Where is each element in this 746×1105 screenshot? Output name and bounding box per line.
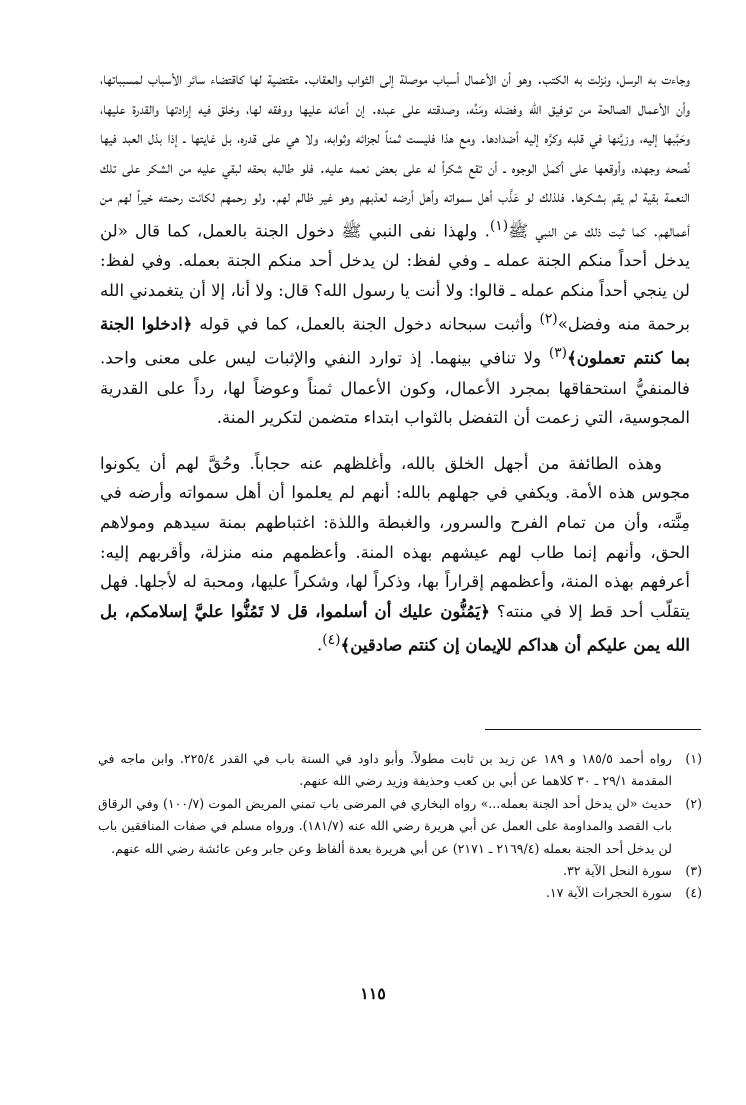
paragraph-2-end: . [316,635,323,655]
footnote-ref-1: (١) [489,217,509,234]
footnote-number: (٢) [685,795,702,811]
footnote-text: سورة الحجرات الآية ١٧. [545,885,672,901]
footnote-text: سورة النحل الآية ٣٢. [562,863,672,879]
footnote-number: (١) [685,751,702,766]
footnote-text: رواه أحمد ١٨٥/٥ و ١٨٩ عن زيد بن ثابت مطولاً. وأبو داود في السنة باب في القدر ٢٢٥/٤. وابن ماجه في المقدمة ٢٩/١ ـ ٣٠ كلاهما عن أبي بن كعب وحذيفة وزيد رضي الله عنهم. [98,751,672,789]
footnote-ref-3: (٣) [548,345,568,362]
paragraph-1-text-d: ولا تنافي بينهما. إذ توارد النفي والإثبات ليس على معنى واحد. فالمنفيُّ استحقاقها بمجرد الأعمال، وكون الأعمال ثمناً وعوضاً لها، رداً على القدرية المجوسية، التي زعمت أن التفضل بالثواب ابتداء متضمن لتكرير المنة. [100,348,690,428]
footnote-ref-4: (٤) [322,632,341,649]
paragraph-2 [100,449,690,661]
footnote-ref-2: (٢) [539,311,558,328]
footnote [98,793,702,860]
quran-quote-2: ﴿يَمُنُّون عليك أن أسلموا، قل لا تَمُنُّوا عليَّ إسلامكم، بل الله يمن عليكم أن هداكم للإيمان إن كنتم صادقين﴾ [100,600,690,655]
quran-quote-1: ﴿ادخلوا الجنة بما كنتم تعملون﴾ [100,313,690,368]
page-number: ١١٥ [360,984,386,1003]
paragraph-1 [100,64,690,433]
main-text [100,64,690,660]
paragraph-1-text-c: وأثبت سبحانه دخول الجنة بالعمل، كما في قوله [192,314,540,334]
footnote-divider [485,729,701,730]
footnote-text: حديث «لن يدخل أحد الجنة بعمله...» رواه البخاري في المرضى باب تمني المريض الموت (١٠٠/٧) وفي الرقاق باب القصد والمداومة على العمل عن أبي هريرة رضي الله عنه (١٨١/٧). ورواه مسلم في صفات المنافقين باب لن يدخل أحد الجنة بعمله (٢١٦٩/٤ ـ ٢١٧١) عن أبي هريرة بعدة ألفاظ وعن جابر وعن عائشة رضي الله عنهم. [98,795,672,856]
footnote-number: (٤) [685,885,702,901]
paragraph-1-text: وجاءت به الرسل، ونزلت به الكتب. وهو أن الأعمال أسباب موصلة إلى الثواب والعقاب. مقتضية لها كاقتضاء سائر الأسباب لمسبباتها، وأن الأعمال الصالحة من توفيق الله وفضله ومَنِّه، وصدقته على عبده. إن أعانه عليها ووفقه لها، وخلق فيه إرادتها والقدرة عليها، وحَبَّبها إليه، وزيَّنها في قلبه وكرَّه إليه أضدادها. ومع هذا فليست ثمناً لجزائه وثوابه، ولا هي على قدره، بل غايتها ـ إذا بذل العبد فيها نُصحه وجهده، وأوقعها على أكمل الوجوه ـ أن تقع شكراً له على بعض نعمه عليه. فلو طالبه بحقه لبقي عليه من الشكر على تلك النعمة بقية لم يقم بشكرها. فلذلك لو عَذَّب أهل سمواته وأهل أرضه لعذبهم وهو غير ظالم لهم. ولو رحمهم لكانت رحمته خيراً لهم من أعمالهم. كما ثبت ذلك عن النبي ﷺ [100,69,691,241]
footnote-number: (٣) [685,863,702,879]
paragraph-1-text-b: . ولهذا نفى النبي ﷺ دخول الجنة بالعمل، كما قال «لن يدخل أحداً منكم الجنة عمله ـ وفي لفظ: لن يدخل أحد منكم الجنة بعمله. وفي لفظ: لن ينجي أحداً منكم عمله ـ قالوا: ولا أنت يا رسول الله؟ قال: ولا أنا، إلا أن يتغمدني الله برحمة منه وفضل» [100,221,691,334]
footnote [98,748,702,793]
paragraph-2-text: وهذه الطائفة من أجهل الخلق بالله، وأغلظهم عنه حجاباً. وحُقَّ لهم أن يكونوا مجوس هذه الأمة. ويكفي في جهلهم بالله: أنهم لم يعلموا أن أهل سمواته وأرضه في مِنَّته، وأن من تمام الفرح والسرور، والغبطة واللذة: اغتباطهم بمنة سيدهم ومولاهم الحق، وأنهم إنما طاب لهم عيشهم بهذه المنة. وأعظمهم منه منزلة، وأقربهم إليه: أعرفهم بهذه المنة، وأعظمهم إقراراً بها، وذكراً لها، وشكراً عليها، ومحبة له لأجلها. فهل يتقلّب أحد قط إلا في منته؟ [100,453,690,621]
footnote [98,860,702,882]
footnote [98,882,702,904]
footnotes [98,748,702,905]
